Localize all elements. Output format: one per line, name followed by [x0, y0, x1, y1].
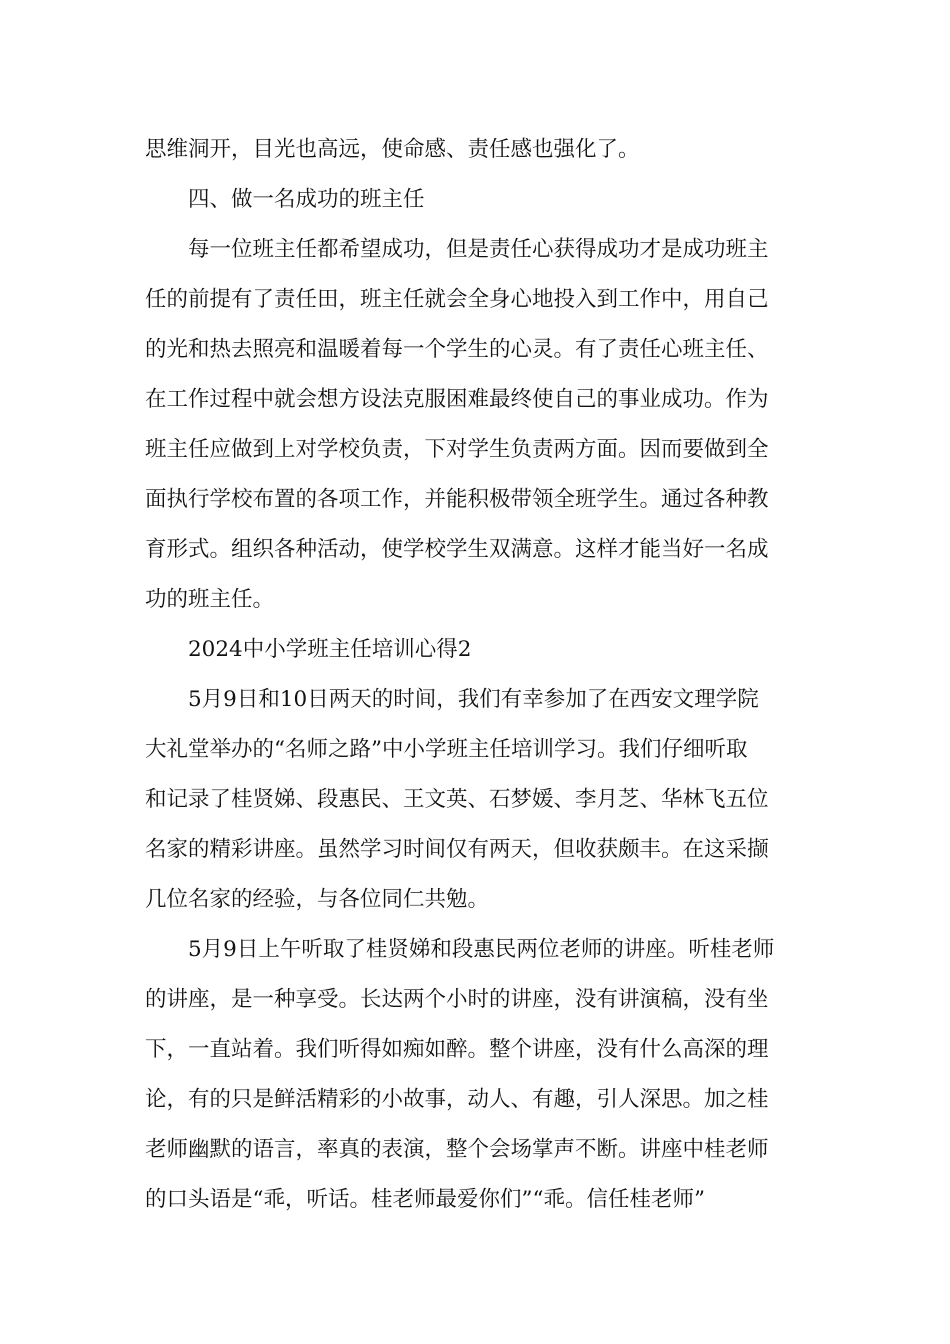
text-line: 名家的精彩讲座。虽然学习时间仅有两天，但收获颇丰。在这采撷 — [145, 837, 769, 862]
text-line: 的口头语是“乖，听话。桂老师最爱你们”“乖。信任桂老师” — [145, 1187, 705, 1212]
text-line: 的讲座，是一种享受。长达两个小时的讲座，没有讲演稿，没有坐 — [145, 987, 769, 1012]
section-heading: 四、做一名成功的班主任 — [188, 187, 425, 212]
text-line: 面执行学校布置的各项工作，并能积极带领全班学生。通过各种教 — [145, 487, 769, 512]
text-line: 下，一直站着。我们听得如痴如醉。整个讲座，没有什么高深的理 — [145, 1037, 769, 1062]
text-line: 大礼堂举办的“名师之路”中小学班主任培训学习。我们仔细听取 — [145, 737, 748, 762]
text-line: 任的前提有了责任田，班主任就会全身心地投入到工作中，用自己 — [145, 287, 769, 312]
text-line: 班主任应做到上对学校负责，下对学生负责两方面。因而要做到全 — [145, 437, 769, 462]
text-line: 每一位班主任都希望成功，但是责任心获得成功才是成功班主 — [188, 237, 769, 262]
text-line: 在工作过程中就会想方设法克服困难最终使自己的事业成功。作为 — [145, 387, 769, 412]
text-line: 育形式。组织各种活动，使学校学生双满意。这样才能当好一名成 — [145, 537, 769, 562]
text-line: 5月9日和10日两天的时间，我们有幸参加了在西安文理学院 — [188, 687, 759, 712]
text-line: 论，有的只是鲜活精彩的小故事，动人、有趣，引人深思。加之桂 — [145, 1087, 769, 1112]
text-line: 老师幽默的语言，率真的表演，整个会场掌声不断。讲座中桂老师 — [145, 1137, 769, 1162]
text-line: 5月9日上午听取了桂贤娣和段惠民两位老师的讲座。听桂老师 — [188, 937, 775, 962]
text-line: 的光和热去照亮和温暖着每一个学生的心灵。有了责任心班主任、 — [145, 337, 769, 362]
text-line: 思维洞开，目光也高远，使命感、责任感也强化了。 — [145, 137, 640, 162]
text-line: 几位名家的经验，与各位同仁共勉。 — [145, 887, 490, 912]
text-line: 功的班主任。 — [145, 587, 275, 612]
document-title: 2024中小学班主任培训心得2 — [188, 637, 472, 662]
text-line: 和记录了桂贤娣、段惠民、王文英、石梦媛、李月芝、华林飞五位 — [145, 787, 769, 812]
